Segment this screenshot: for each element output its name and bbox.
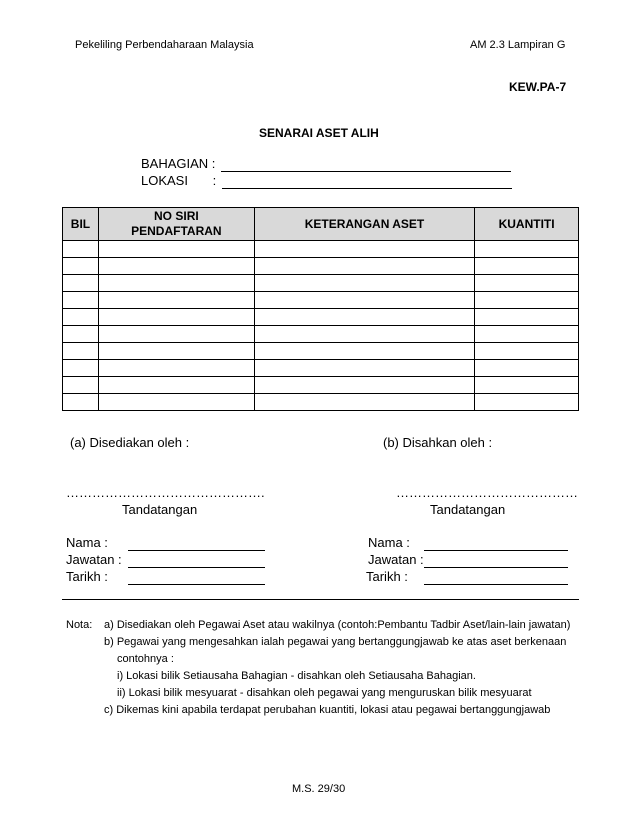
table-cell[interactable]: [254, 309, 474, 326]
tarikh-input-line[interactable]: [128, 569, 265, 585]
table-cell[interactable]: [98, 309, 254, 326]
lokasi-input-line[interactable]: [222, 173, 512, 189]
note-c: c) Dikemas kini apabila terdapat perubahan kuantiti, lokasi atau pegawai bertanggungjawab: [104, 704, 551, 716]
table-row: [63, 360, 579, 377]
notes-label: Nota:: [66, 619, 93, 631]
approved-by-signature-caption: Tandatangan: [430, 502, 506, 517]
table-cell[interactable]: [254, 275, 474, 292]
table-cell[interactable]: [98, 326, 254, 343]
note-b: b) Pegawai yang mengesahkan ialah pegawai yang bertanggungjawab ke atas aset berkenaan: [104, 636, 567, 648]
column-header-keterangan: KETERANGAN ASET: [254, 208, 474, 241]
table-cell[interactable]: [63, 292, 99, 309]
tarikh-label: Tarikh :: [366, 569, 408, 584]
table-row: [63, 343, 579, 360]
prepared-by-signature-dots[interactable]: ……………………………………….: [66, 485, 265, 500]
table-cell[interactable]: [63, 343, 99, 360]
nama-label: Nama :: [368, 535, 410, 550]
table-cell[interactable]: [254, 377, 474, 394]
lokasi-field: [141, 173, 512, 189]
table-cell[interactable]: [475, 326, 579, 343]
table-cell[interactable]: [98, 394, 254, 411]
bahagian-label: BAHAGIAN :: [141, 156, 216, 171]
header-left-text: Pekeliling Perbendaharaan Malaysia: [75, 39, 254, 51]
table-cell[interactable]: [63, 309, 99, 326]
approved-by-jawatan-field: [368, 552, 568, 568]
tarikh-input-line[interactable]: [424, 569, 568, 585]
header-right-text: AM 2.3 Lampiran G: [470, 39, 566, 51]
table-cell[interactable]: [475, 394, 579, 411]
asset-table: [62, 207, 579, 411]
table-cell[interactable]: [475, 241, 579, 258]
table-cell[interactable]: [63, 258, 99, 275]
table-row: [63, 292, 579, 309]
table-row: [63, 241, 579, 258]
table-cell[interactable]: [63, 241, 99, 258]
page-number: M.S. 29/30: [292, 783, 346, 795]
jawatan-label: Jawatan :: [66, 552, 122, 567]
prepared-by-jawatan-field: [66, 552, 265, 568]
table-cell[interactable]: [475, 258, 579, 275]
column-header-kuantiti: KUANTITI: [475, 208, 579, 241]
nama-label: Nama :: [66, 535, 108, 550]
table-cell[interactable]: [98, 241, 254, 258]
table-cell[interactable]: [98, 360, 254, 377]
table-row: [63, 326, 579, 343]
table-cell[interactable]: [254, 326, 474, 343]
prepared-by-tarikh-field: [66, 569, 265, 585]
table-row: [63, 258, 579, 275]
form-code: KEW.PA-7: [509, 80, 567, 94]
note-b-continuation: contohnya :: [117, 653, 174, 665]
table-cell[interactable]: [475, 292, 579, 309]
table-row: [63, 394, 579, 411]
table-cell[interactable]: [98, 258, 254, 275]
table-cell[interactable]: [254, 343, 474, 360]
table-row: [63, 377, 579, 394]
nama-input-line[interactable]: [424, 535, 568, 551]
approved-by-nama-field: [368, 535, 568, 551]
table-cell[interactable]: [254, 360, 474, 377]
table-cell[interactable]: [63, 326, 99, 343]
lokasi-label: LOKASI: [141, 173, 188, 188]
table-cell[interactable]: [98, 292, 254, 309]
bahagian-input-line[interactable]: [221, 156, 511, 172]
table-cell[interactable]: [475, 275, 579, 292]
table-row: [63, 275, 579, 292]
bahagian-field: [141, 156, 511, 172]
column-header-no-siri: NO SIRI PENDAFTARAN: [98, 208, 254, 241]
table-cell[interactable]: [63, 275, 99, 292]
note-b-ii: ii) Lokasi bilik mesyuarat - disahkan oleh pegawai yang menguruskan bilik mesyuarat: [117, 687, 532, 699]
jawatan-input-line[interactable]: [128, 552, 265, 568]
table-cell[interactable]: [63, 394, 99, 411]
table-cell[interactable]: [475, 360, 579, 377]
table-cell[interactable]: [63, 360, 99, 377]
jawatan-input-line[interactable]: [424, 552, 568, 568]
table-cell[interactable]: [98, 377, 254, 394]
table-cell[interactable]: [254, 394, 474, 411]
approved-by-tarikh-field: [366, 569, 568, 585]
table-cell[interactable]: [98, 275, 254, 292]
table-cell[interactable]: [475, 377, 579, 394]
table-cell[interactable]: [254, 241, 474, 258]
page-title: SENARAI ASET ALIH: [259, 126, 379, 140]
note-b-i: i) Lokasi bilik Setiausaha Bahagian - disahkan oleh Setiausaha Bahagian.: [117, 670, 476, 682]
approved-by-signature-dots[interactable]: ……………………………………: [396, 485, 578, 500]
lokasi-colon: :: [212, 173, 217, 188]
note-a: a) Disediakan oleh Pegawai Aset atau wakilnya (contoh:Pembantu Tadbir Aset/lain-lain jawatan): [104, 619, 571, 631]
prepared-by-signature-caption: Tandatangan: [122, 502, 198, 517]
approved-by-heading: (b) Disahkan oleh :: [383, 435, 493, 450]
tarikh-label: Tarikh :: [66, 569, 108, 584]
jawatan-label: Jawatan :: [368, 552, 424, 567]
prepared-by-heading: (a) Disediakan oleh :: [70, 435, 190, 450]
table-cell[interactable]: [475, 343, 579, 360]
table-cell[interactable]: [254, 258, 474, 275]
table-cell[interactable]: [98, 343, 254, 360]
table-cell[interactable]: [475, 309, 579, 326]
column-header-bil: BIL: [63, 208, 99, 241]
table-row: [63, 309, 579, 326]
table-cell[interactable]: [254, 292, 474, 309]
prepared-by-nama-field: [66, 535, 265, 551]
table-cell[interactable]: [63, 377, 99, 394]
section-divider: [62, 599, 579, 600]
nama-input-line[interactable]: [128, 535, 265, 551]
table-header-row: [63, 208, 579, 241]
